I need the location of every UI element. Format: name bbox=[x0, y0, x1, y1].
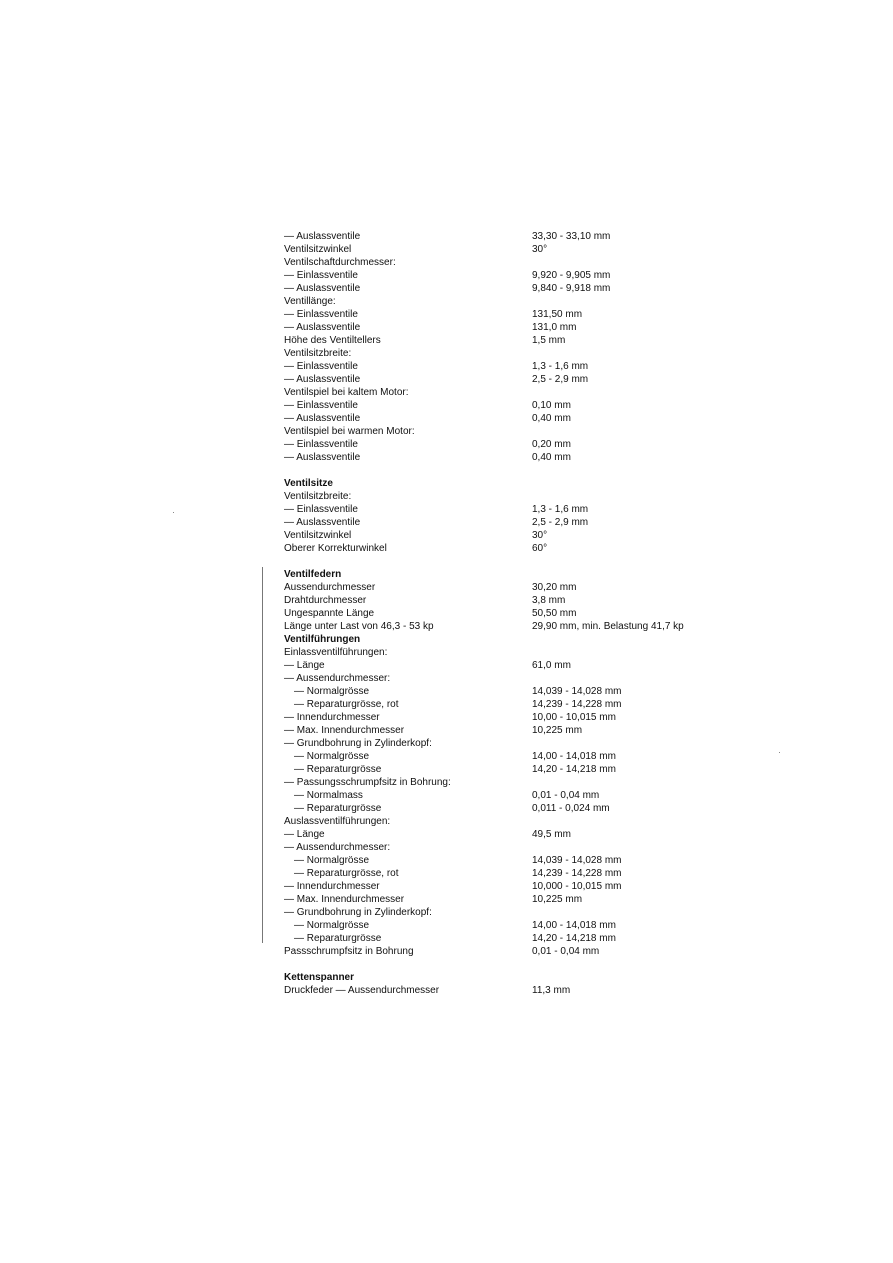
spec-label: Länge unter Last von 46,3 - 53 kp bbox=[284, 621, 434, 632]
section-heading bbox=[284, 568, 704, 581]
spec-row bbox=[284, 269, 704, 282]
spec-value: 30,20 mm bbox=[532, 582, 577, 593]
spec-label: — Auslassventile bbox=[284, 231, 361, 242]
spec-label: — Reparaturgrösse, rot bbox=[294, 868, 399, 879]
spec-label: — Passungsschrumpfsitz in Bohrung: bbox=[284, 777, 451, 788]
spec-row bbox=[284, 685, 704, 698]
spec-label: — Max. Innendurchmesser bbox=[284, 725, 405, 736]
spec-row bbox=[284, 503, 704, 516]
spec-value: 14,00 - 14,018 mm bbox=[532, 920, 616, 931]
spec-row bbox=[284, 581, 704, 594]
spec-row bbox=[284, 880, 704, 893]
spec-row bbox=[284, 659, 704, 672]
section-gap bbox=[284, 958, 704, 971]
spec-row bbox=[284, 412, 704, 425]
spec-row bbox=[284, 841, 704, 854]
spec-row bbox=[284, 399, 704, 412]
spec-label: Ventilführungen bbox=[284, 634, 361, 645]
spec-row bbox=[284, 620, 704, 633]
spec-label: — Auslassventile bbox=[284, 517, 361, 528]
spec-label: — Auslassventile bbox=[284, 283, 361, 294]
spec-row bbox=[284, 867, 704, 880]
spec-label: Höhe des Ventiltellers bbox=[284, 335, 381, 346]
spec-label: — Einlassventile bbox=[284, 270, 358, 281]
spec-row bbox=[284, 711, 704, 724]
spec-value: 14,00 - 14,018 mm bbox=[532, 751, 616, 762]
spec-value: 0,40 mm bbox=[532, 452, 571, 463]
spec-row bbox=[284, 854, 704, 867]
spec-row bbox=[284, 984, 704, 997]
spec-label: — Einlassventile bbox=[284, 439, 358, 450]
spec-value: 1,3 - 1,6 mm bbox=[532, 361, 589, 372]
spec-label: Drahtdurchmesser bbox=[284, 595, 367, 606]
spec-value: 29,90 mm, min. Belastung 41,7 kp bbox=[532, 621, 684, 632]
spec-value: 10,225 mm bbox=[532, 894, 583, 905]
spec-row bbox=[284, 672, 704, 685]
spec-row bbox=[284, 698, 704, 711]
spec-value: 10,000 - 10,015 mm bbox=[532, 881, 622, 892]
spec-row bbox=[284, 282, 704, 295]
spec-label: Kettenspanner bbox=[284, 972, 355, 983]
spec-value: 0,011 - 0,024 mm bbox=[532, 803, 610, 814]
spec-row bbox=[284, 607, 704, 620]
spec-row bbox=[284, 815, 704, 828]
spec-row bbox=[284, 802, 704, 815]
spec-row bbox=[284, 347, 704, 360]
spec-label: — Aussendurchmesser: bbox=[284, 673, 391, 684]
spec-row bbox=[284, 776, 704, 789]
spec-row bbox=[284, 334, 704, 347]
spec-label: Ventilspiel bei kaltem Motor: bbox=[284, 387, 409, 398]
spec-label: — Auslassventile bbox=[284, 374, 361, 385]
spec-row bbox=[284, 230, 704, 243]
spec-label: — Innendurchmesser bbox=[284, 712, 380, 723]
spec-label: Oberer Korrekturwinkel bbox=[284, 543, 387, 554]
spec-value: 10,00 - 10,015 mm bbox=[532, 712, 616, 723]
spec-row bbox=[284, 438, 704, 451]
spec-value: 11,3 mm bbox=[532, 985, 571, 996]
spec-label: — Normalgrösse bbox=[294, 855, 370, 866]
spec-value: 14,239 - 14,228 mm bbox=[532, 699, 622, 710]
spec-row bbox=[284, 919, 704, 932]
spec-row bbox=[284, 386, 704, 399]
section-heading bbox=[284, 971, 704, 984]
spec-label: — Normalgrösse bbox=[294, 920, 370, 931]
spec-row bbox=[284, 594, 704, 607]
spec-label: — Normalmass bbox=[294, 790, 363, 801]
spec-label: — Einlassventile bbox=[284, 361, 358, 372]
spec-row bbox=[284, 828, 704, 841]
spec-row bbox=[284, 737, 704, 750]
spec-label: Passschrumpfsitz in Bohrung bbox=[284, 946, 414, 957]
spec-value: 14,20 - 14,218 mm bbox=[532, 764, 616, 775]
spec-value: 60° bbox=[532, 543, 548, 554]
spec-value: 30° bbox=[532, 244, 548, 255]
specifications-list bbox=[284, 230, 704, 997]
spec-label: Ventilspiel bei warmen Motor: bbox=[284, 426, 415, 437]
section-gap bbox=[284, 464, 704, 477]
section-gap bbox=[284, 555, 704, 568]
spec-value: 33,30 - 33,10 mm bbox=[532, 231, 611, 242]
spec-value: 50,50 mm bbox=[532, 608, 577, 619]
spec-value: 1,5 mm bbox=[532, 335, 566, 346]
spec-row bbox=[284, 425, 704, 438]
spec-value: 14,039 - 14,028 mm bbox=[532, 855, 622, 866]
spec-value: 0,40 mm bbox=[532, 413, 571, 424]
spec-value: 2,5 - 2,9 mm bbox=[532, 517, 589, 528]
spec-label: — Grundbohrung in Zylinderkopf: bbox=[284, 907, 432, 918]
spec-row bbox=[284, 373, 704, 386]
spec-value: 14,039 - 14,028 mm bbox=[532, 686, 622, 697]
spec-label: — Normalgrösse bbox=[294, 686, 370, 697]
spec-value: 10,225 mm bbox=[532, 725, 583, 736]
spec-row bbox=[284, 243, 704, 256]
spec-label: — Einlassventile bbox=[284, 400, 358, 411]
spec-label: Auslassventilführungen: bbox=[284, 816, 391, 827]
spec-row bbox=[284, 893, 704, 906]
spec-row bbox=[284, 646, 704, 659]
spec-row bbox=[284, 763, 704, 776]
spec-value: 0,01 - 0,04 mm bbox=[532, 790, 600, 801]
spec-row bbox=[284, 906, 704, 919]
spec-row bbox=[284, 308, 704, 321]
spec-label: Ventilschaftdurchmesser: bbox=[284, 257, 396, 268]
spec-value: 1,3 - 1,6 mm bbox=[532, 504, 589, 515]
spec-row bbox=[284, 321, 704, 334]
spec-label: — Auslassventile bbox=[284, 413, 361, 424]
spec-row bbox=[284, 516, 704, 529]
scan-speck bbox=[779, 752, 780, 753]
spec-label: Ventilsitzbreite: bbox=[284, 491, 352, 502]
spec-label: Einlassventilführungen: bbox=[284, 647, 388, 658]
spec-label: — Auslassventile bbox=[284, 322, 361, 333]
spec-row bbox=[284, 932, 704, 945]
spec-label: Aussendurchmesser bbox=[284, 582, 376, 593]
spec-label: — Länge bbox=[284, 829, 325, 840]
spec-label: — Innendurchmesser bbox=[284, 881, 380, 892]
spec-row bbox=[284, 724, 704, 737]
spec-label: — Reparaturgrösse bbox=[294, 933, 382, 944]
spec-value: 49,5 mm bbox=[532, 829, 571, 840]
spec-value: 14,239 - 14,228 mm bbox=[532, 868, 622, 879]
spec-value: 9,920 - 9,905 mm bbox=[532, 270, 611, 281]
spec-value: 9,840 - 9,918 mm bbox=[532, 283, 611, 294]
spec-row bbox=[284, 542, 704, 555]
spec-value: 61,0 mm bbox=[532, 660, 571, 671]
spec-value: 0,10 mm bbox=[532, 400, 571, 411]
spec-row bbox=[284, 451, 704, 464]
section-heading bbox=[284, 477, 704, 490]
spec-label: — Auslassventile bbox=[284, 452, 361, 463]
spec-row bbox=[284, 750, 704, 763]
spec-label: Ventilsitzwinkel bbox=[284, 530, 352, 541]
spec-label: Ventilsitze bbox=[284, 478, 333, 489]
scan-speck bbox=[173, 512, 174, 513]
spec-label: Druckfeder — Aussendurchmesser bbox=[284, 985, 440, 996]
spec-label: — Einlassventile bbox=[284, 504, 358, 515]
spec-label: Ventilfedern bbox=[284, 569, 342, 580]
spec-row bbox=[284, 789, 704, 802]
spec-label: Ventillänge: bbox=[284, 296, 336, 307]
spec-label: — Reparaturgrösse, rot bbox=[294, 699, 399, 710]
spec-label: Ventilsitzbreite: bbox=[284, 348, 352, 359]
spec-label: — Länge bbox=[284, 660, 325, 671]
spec-row bbox=[284, 529, 704, 542]
spec-value: 0,01 - 0,04 mm bbox=[532, 946, 600, 957]
spec-label: — Max. Innendurchmesser bbox=[284, 894, 405, 905]
spec-row bbox=[284, 945, 704, 958]
spec-value: 131,0 mm bbox=[532, 322, 577, 333]
spec-value: 14,20 - 14,218 mm bbox=[532, 933, 616, 944]
spec-value: 2,5 - 2,9 mm bbox=[532, 374, 589, 385]
spec-value: 3,8 mm bbox=[532, 595, 566, 606]
spec-label: — Reparaturgrösse bbox=[294, 764, 382, 775]
spec-label: — Reparaturgrösse bbox=[294, 803, 382, 814]
spec-label: — Grundbohrung in Zylinderkopf: bbox=[284, 738, 432, 749]
spec-value: 30° bbox=[532, 530, 548, 541]
spec-row bbox=[284, 256, 704, 269]
spec-label: Ungespannte Länge bbox=[284, 608, 375, 619]
spec-label: Ventilsitzwinkel bbox=[284, 244, 352, 255]
margin-revision-bar bbox=[262, 567, 263, 943]
section-heading bbox=[284, 633, 704, 646]
spec-label: — Normalgrösse bbox=[294, 751, 370, 762]
spec-value: 131,50 mm bbox=[532, 309, 583, 320]
spec-row bbox=[284, 490, 704, 503]
spec-value: 0,20 mm bbox=[532, 439, 571, 450]
spec-label: — Einlassventile bbox=[284, 309, 358, 320]
spec-label: — Aussendurchmesser: bbox=[284, 842, 391, 853]
spec-row bbox=[284, 295, 704, 308]
spec-row bbox=[284, 360, 704, 373]
